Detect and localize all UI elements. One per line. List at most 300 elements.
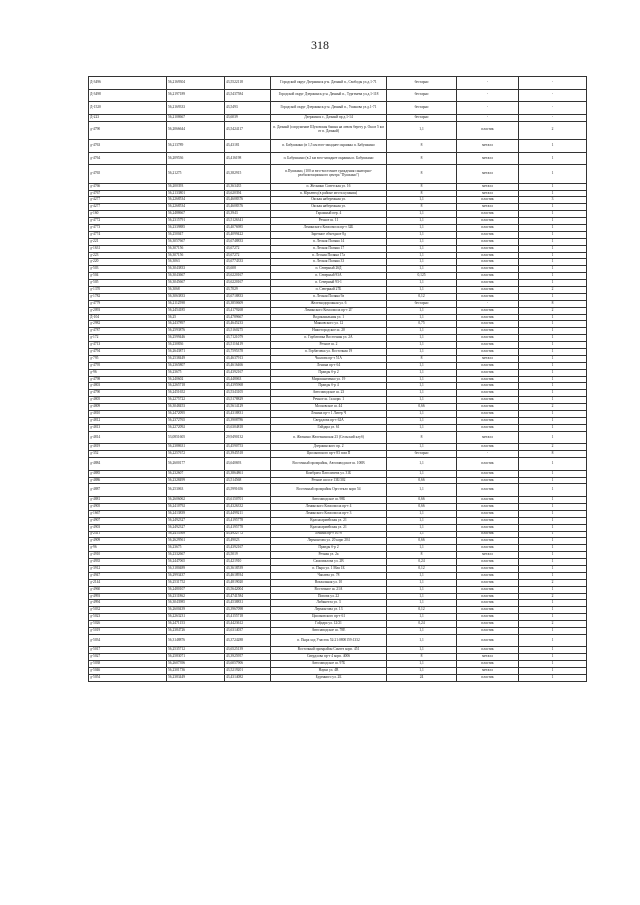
cell-site-id: д-5026 — [89, 621, 167, 628]
cell-longitude: 43,4645233 — [225, 321, 271, 328]
cell-latitude: 56,2197189 — [167, 89, 225, 102]
cell-latitude: 56,23675 — [167, 369, 225, 376]
cell-address: Маяковского ул. 12 — [271, 321, 387, 328]
cell-latitude: 56,2593876 — [167, 328, 225, 335]
cell-latitude: 56,2472095 — [167, 411, 225, 418]
cell-container-count: 1 — [519, 572, 587, 579]
table-row — [89, 503, 587, 510]
table-row — [89, 654, 587, 661]
cell-material: пластик — [457, 307, 519, 314]
cell-address: Ленина пр-т 1 Литер Ч — [271, 411, 387, 418]
cell-site-id: д-4803 — [89, 383, 167, 390]
cell-latitude: 56,253063 — [167, 484, 225, 497]
cell-address: Речное ш. 2 — [271, 342, 387, 349]
cell-latitude: 56,2268534 — [167, 197, 225, 204]
cell-container-volume: 1,1 — [387, 484, 457, 497]
table-row — [89, 140, 587, 153]
cell-latitude: 56,3057667 — [167, 238, 225, 245]
cell-latitude: 56,2480107 — [167, 586, 225, 593]
table-row — [89, 342, 587, 349]
cell-material: металл — [457, 140, 519, 153]
cell-address: п. Желнино Советская ул. 16 — [271, 183, 387, 190]
cell-latitude: 56,2643871 — [167, 349, 225, 356]
cell-latitude: 56,2538449 — [167, 355, 225, 362]
cell-material: - — [457, 300, 519, 307]
cell-container-volume: 0,66 — [387, 497, 457, 504]
table-row — [89, 404, 587, 411]
cell-longitude: 43,5614129 — [225, 404, 271, 411]
cell-material: пластик — [457, 661, 519, 668]
cell-container-volume: 1,1 — [387, 197, 457, 204]
cell-address: Речная ул. 2а — [271, 552, 387, 559]
cell-material: - — [457, 102, 519, 115]
cell-site-id: д-5017 — [89, 647, 167, 654]
cell-container-count: 3 — [519, 197, 587, 204]
cell-latitude: 56,2265718 — [167, 383, 225, 390]
cell-latitude: 56,2169333 — [167, 102, 225, 115]
cell-container-count: 1 — [519, 152, 587, 165]
cell-latitude: 56,2268534 — [167, 204, 225, 211]
cell-site-id: д-2982 — [89, 321, 167, 328]
table-row — [89, 328, 587, 335]
registry-table — [88, 76, 587, 682]
table-row — [89, 259, 587, 266]
cell-latitude: 56,2066644 — [167, 121, 225, 139]
cell-latitude: 56,2451652 — [167, 390, 225, 397]
cell-longitude: 43,5493 — [225, 102, 271, 115]
table-row — [89, 417, 587, 424]
cell-material: пластик — [457, 321, 519, 328]
cell-container-volume: 1,1 — [387, 524, 457, 531]
cell-container-volume: 1,1 — [387, 545, 457, 552]
cell-site-id: д-4798 — [89, 376, 167, 383]
cell-material: пластик — [457, 484, 519, 497]
cell-site-id: д-4794 — [89, 349, 167, 356]
cell-site-id: д-4994 — [89, 600, 167, 607]
table-row — [89, 559, 587, 566]
cell-container-count: 1 — [519, 204, 587, 211]
cell-longitude: 43,4392167 — [225, 369, 271, 376]
cell-container-count: 1 — [519, 190, 587, 197]
cell-site-id: Д-1520 — [89, 102, 167, 115]
table-row — [89, 510, 587, 517]
cell-latitude: 56,21275 — [167, 165, 225, 183]
cell-container-volume: 1,1 — [387, 314, 457, 321]
cell-material: пластик — [457, 444, 519, 451]
table-row — [89, 524, 587, 531]
cell-address: Окская набережная ул. — [271, 197, 387, 204]
cell-site-id: д-1667 — [89, 510, 167, 517]
cell-material: пластик — [457, 314, 519, 321]
cell-container-count: 1 — [519, 510, 587, 517]
table-row — [89, 517, 587, 524]
cell-address: п. Пыра ул. 1 Мая 1Б — [271, 565, 387, 572]
cell-longitude: 43,67272 — [225, 252, 271, 259]
cell-address: п. Северный 27Б — [271, 287, 387, 294]
cell-site-id: д-172 — [89, 335, 167, 342]
cell-latitude: 56,23675 — [167, 545, 225, 552]
cell-latitude: 56,307156 — [167, 245, 225, 252]
table-row — [89, 238, 587, 245]
table-row — [89, 183, 587, 190]
cell-site-id: Д-3496 — [89, 77, 167, 90]
cell-longitude: 43,67272 — [225, 245, 271, 252]
table-row — [89, 451, 587, 458]
cell-container-volume: 8 — [387, 190, 457, 197]
cell-material: пластик — [457, 280, 519, 287]
cell-material: пластик — [457, 362, 519, 369]
cell-latitude: 56,2112598 — [167, 300, 225, 307]
cell-latitude: 56,3063833 — [167, 293, 225, 300]
table-row — [89, 390, 587, 397]
cell-address: Ленина пр-т 64 — [271, 362, 387, 369]
cell-container-count: 1 — [519, 165, 587, 183]
cell-container-volume: 0,24 — [387, 559, 457, 566]
cell-container-count: 1 — [519, 369, 587, 376]
table-row — [89, 224, 587, 231]
cell-container-count: 1 — [519, 470, 587, 477]
cell-longitude: 43,3925957 — [225, 654, 271, 661]
cell-longitude: 43,6304818 — [225, 424, 271, 431]
cell-container-count: 1 — [519, 431, 587, 444]
cell-longitude: 43,6220167 — [225, 273, 271, 280]
cell-material: пластик — [457, 497, 519, 504]
cell-longitude: 43,3945518 — [225, 451, 271, 458]
table-row — [89, 600, 587, 607]
cell-material: пластик — [457, 252, 519, 259]
cell-longitude: 43,3618539 — [225, 565, 271, 572]
cell-latitude: 56,2365807 — [167, 362, 225, 369]
cell-latitude: 56,2437897 — [167, 321, 225, 328]
cell-latitude: 56,2471153 — [167, 621, 225, 628]
cell-address: Циолковского пр-т 61 — [271, 614, 387, 621]
table-row — [89, 266, 587, 273]
cell-material: пластик — [457, 411, 519, 418]
cell-container-volume: 8 — [387, 552, 457, 559]
cell-container-volume: 1,1 — [387, 417, 457, 424]
cell-container-count: - — [519, 77, 587, 90]
cell-latitude: 56,2531752 — [167, 579, 225, 586]
cell-container-volume: 1,1 — [387, 647, 457, 654]
cell-latitude: 56,2492327 — [167, 524, 225, 531]
cell-container-volume: 8 — [387, 183, 457, 190]
cell-longitude: 43,4195778 — [225, 517, 271, 524]
cell-latitude: 56,240602 — [167, 376, 225, 383]
cell-container-count: 1 — [519, 417, 587, 424]
cell-latitude: 56,2415569 — [167, 531, 225, 538]
cell-longitude: 29,9490132 — [225, 431, 271, 444]
cell-longitude: 43,7029 — [225, 287, 271, 294]
cell-address: Автозаводское ш. 78Е — [271, 627, 387, 634]
cell-address: п. Лесная Поляна 14 — [271, 238, 387, 245]
cell-material: металл — [457, 431, 519, 444]
cell-address: п. Горбатовка ул. Восточная 19 — [271, 349, 387, 356]
table-row — [89, 621, 587, 628]
cell-latitude: 56,2410792 — [167, 503, 225, 510]
cell-address: п. Лесная Поляна 9а — [271, 293, 387, 300]
cell-latitude: 56,2133801 — [167, 190, 225, 197]
cell-latitude: 56,2599446 — [167, 335, 225, 342]
cell-container-volume: 1,1 — [387, 369, 457, 376]
cell-longitude: 43,43181 — [225, 140, 271, 153]
table-row — [89, 369, 587, 376]
cell-material: металл — [457, 190, 519, 197]
cell-container-volume: 1,1 — [387, 335, 457, 342]
cell-container-count: 1 — [519, 524, 587, 531]
cell-material: пластик — [457, 197, 519, 204]
cell-container-count: 2 — [519, 621, 587, 628]
table-row — [89, 355, 587, 362]
cell-latitude: 56,2388631 — [167, 444, 225, 451]
cell-latitude: 56,250047 — [167, 231, 225, 238]
cell-latitude: 56,307156 — [167, 252, 225, 259]
cell-site-id: д-2093 — [89, 307, 167, 314]
cell-container-count: 1 — [519, 321, 587, 328]
cell-container-volume: 8 — [387, 431, 457, 444]
cell-site-id: д-4809 — [89, 404, 167, 411]
cell-latitude: 56,2315791 — [167, 218, 225, 225]
cell-address: Восточное ш. 21А — [271, 586, 387, 593]
cell-material: пластик — [457, 477, 519, 484]
cell-address: Красноармейская ул. 21 — [271, 517, 387, 524]
table-row — [89, 411, 587, 418]
cell-container-volume: 1,1 — [387, 627, 457, 634]
cell-longitude: 43,5116419 — [225, 342, 271, 349]
table-row — [89, 165, 587, 183]
cell-material: пластик — [457, 293, 519, 300]
table-row — [89, 231, 587, 238]
cell-site-id: д-4813 — [89, 424, 167, 431]
cell-container-count: 1 — [519, 458, 587, 471]
cell-material: пластик — [457, 600, 519, 607]
cell-longitude: 43,3943 — [225, 211, 271, 218]
cell-container-count: 1 — [519, 397, 587, 404]
table-row — [89, 607, 587, 614]
table-row — [89, 647, 587, 654]
cell-longitude: 43,4314082 — [225, 675, 271, 682]
cell-container-count: 1 — [519, 497, 587, 504]
cell-site-id: д-5027 — [89, 654, 167, 661]
cell-address: п. Северный 26Д — [271, 266, 387, 273]
cell-container-count: 1 — [519, 183, 587, 190]
cell-site-id: д-5023 — [89, 614, 167, 621]
cell-site-id: д-2411 — [89, 531, 167, 538]
cell-material: пластик — [457, 675, 519, 682]
cell-longitude: 43,6150701 — [225, 497, 271, 504]
cell-longitude: 43,620394 — [225, 190, 271, 197]
cell-container-volume: 1,1 — [387, 517, 457, 524]
cell-address: Циолковского пр-т 83 пом П — [271, 451, 387, 458]
cell-material: пластик — [457, 424, 519, 431]
cell-longitude: 43,4076985 — [225, 224, 271, 231]
cell-address: Речное шоссе 13Б/302 — [271, 477, 387, 484]
table-row — [89, 197, 587, 204]
cell-material: металл — [457, 204, 519, 211]
cell-site-id: д-160 — [89, 211, 167, 218]
cell-material: пластик — [457, 531, 519, 538]
cell-site-id: д-4765 — [89, 165, 167, 183]
cell-longitude: 43,4195778 — [225, 524, 271, 531]
cell-container-volume: 8 — [387, 152, 457, 165]
cell-longitude: 43,4819020 — [225, 579, 271, 586]
cell-latitude: 56,2535712 — [167, 647, 225, 654]
cell-container-count: 1 — [519, 411, 587, 418]
cell-site-id: д-221 — [89, 238, 167, 245]
cell-address: Красноармейская ул. 21 — [271, 524, 387, 531]
cell-container-volume: 0,125 — [387, 273, 457, 280]
cell-container-volume: 1,1 — [387, 287, 457, 294]
cell-site-id: д-4767 — [89, 190, 167, 197]
table-row — [89, 668, 587, 675]
cell-container-volume: бестарно — [387, 451, 457, 458]
table-row — [89, 335, 587, 342]
cell-site-id: д-505 — [89, 280, 167, 287]
cell-longitude: 43,6525139 — [225, 647, 271, 654]
cell-latitude: 56,2272092 — [167, 424, 225, 431]
cell-material: пластик — [457, 404, 519, 411]
cell-longitude: 43,4741584 — [225, 593, 271, 600]
table-row — [89, 477, 587, 484]
cell-site-id: д-795 — [89, 355, 167, 362]
cell-latitude: 56,3043667 — [167, 273, 225, 280]
registry-table-body — [89, 77, 587, 682]
table-row — [89, 424, 587, 431]
cell-site-id: д-4764 — [89, 152, 167, 165]
cell-latitude: 56,200393 — [167, 183, 225, 190]
cell-longitude: 43,3850609 — [225, 300, 271, 307]
table-row — [89, 349, 587, 356]
cell-material: пластик — [457, 579, 519, 586]
cell-site-id: д-4779 — [89, 300, 167, 307]
cell-site-id: д-4947 — [89, 572, 167, 579]
cell-longitude: 43,4616466 — [225, 362, 271, 369]
cell-material: пластик — [457, 586, 519, 593]
cell-site-id: д-2144 — [89, 579, 167, 586]
cell-container-count: 1 — [519, 424, 587, 431]
cell-address: п. Северный 93-1 — [271, 280, 387, 287]
cell-material: - — [457, 114, 519, 121]
cell-latitude: 56,2169304 — [167, 77, 225, 90]
cell-container-count: 1 — [519, 552, 587, 559]
cell-material: пластик — [457, 390, 519, 397]
cell-address: п. Дачный (сооружение Шуховская башня на левом берегу р. Ока в 5 км от п. Дачный) — [271, 121, 387, 139]
cell-latitude: 56,25 — [167, 314, 225, 321]
cell-container-count: 1 — [519, 231, 587, 238]
cell-longitude: 43,5437584 — [225, 89, 271, 102]
cell-site-id: д-4993 — [89, 593, 167, 600]
cell-site-id: д-4795 — [89, 362, 167, 369]
cell-address: Либкнехта ул. 3 — [271, 600, 387, 607]
cell-longitude: 43,382915 — [225, 165, 271, 183]
cell-address: Лермонтова ул. 20 корп 204 — [271, 538, 387, 545]
cell-longitude: 43,363435 — [225, 183, 271, 190]
cell-container-volume: 1,1 — [387, 586, 457, 593]
cell-latitude: 56,2606062 — [167, 497, 225, 504]
cell-material: пластик — [457, 470, 519, 477]
cell-site-id: д-503 — [89, 266, 167, 273]
cell-latitude: 56,3148876 — [167, 634, 225, 647]
cell-address: п.Пушкино, (100 м юго-восточнее граждения санаторно-реабилитационного центра "Пушкино") — [271, 165, 387, 183]
cell-site-id: д-4773 — [89, 224, 167, 231]
cell-material: металл — [457, 183, 519, 190]
cell-site-id: д-4960 — [89, 586, 167, 593]
cell-site-id: д-4277 — [89, 204, 167, 211]
cell-address: Речное ш. 11 — [271, 218, 387, 225]
cell-address: п. Желнино Железнинская 23 (Сельский клуб) — [271, 431, 387, 444]
cell-material: пластик — [457, 259, 519, 266]
cell-container-count: 1 — [519, 627, 587, 634]
cell-container-count: 2 — [519, 307, 587, 314]
cell-address: Водоканальная ул. 1 — [271, 314, 387, 321]
cell-container-volume: 8 — [387, 140, 457, 153]
cell-container-count: 1 — [519, 634, 587, 647]
cell-latitude: 56,2328499 — [167, 477, 225, 484]
cell-latitude: 53,0851605 — [167, 431, 225, 444]
table-row — [89, 307, 587, 314]
cell-container-volume: 1,1 — [387, 266, 457, 273]
cell-address: Правды б-р 2 — [271, 545, 387, 552]
cell-container-count: 1 — [519, 314, 587, 321]
cell-container-count: 1 — [519, 586, 587, 593]
table-row — [89, 538, 587, 545]
cell-address: Ленинского Комсомола пр-т 3 — [271, 510, 387, 517]
table-row — [89, 470, 587, 477]
cell-latitude: 56,2263231 — [167, 614, 225, 621]
table-row — [89, 152, 587, 165]
cell-container-count: - — [519, 89, 587, 102]
cell-site-id: Д-223 — [89, 114, 167, 121]
cell-container-count: 1 — [519, 280, 587, 287]
cell-material: пластик — [457, 397, 519, 404]
cell-container-count: 1 — [519, 668, 587, 675]
cell-material: металл — [457, 152, 519, 165]
cell-latitude: 56,2311862 — [167, 593, 225, 600]
cell-site-id: д-4881 — [89, 497, 167, 504]
cell-latitude: 56,2332667 — [167, 552, 225, 559]
cell-container-volume: 8 — [387, 654, 457, 661]
cell-longitude: 43,3864861 — [225, 470, 271, 477]
cell-longitude: 43,7121079 — [225, 335, 271, 342]
cell-material: пластик — [457, 565, 519, 572]
cell-material: пластик — [457, 224, 519, 231]
cell-address: Науки ул. 4В — [271, 668, 387, 675]
cell-site-id: д-4935 — [89, 559, 167, 566]
cell-address: Заречное объездное 8д — [271, 231, 387, 238]
cell-container-count: 1 — [519, 607, 587, 614]
cell-longitude: 43,4392167 — [225, 545, 271, 552]
cell-address: Автозаводское ш. 98Б — [271, 497, 387, 504]
cell-latitude: 56,2600177 — [167, 458, 225, 471]
cell-container-volume: 1,1 — [387, 579, 457, 586]
table-row — [89, 204, 587, 211]
cell-address: Комбрига Патоличева ул. 31Б — [271, 470, 387, 477]
cell-address: Городской округ Дзержинск р-н. Дачный п., Тургенева ул.д.1-118 — [271, 89, 387, 102]
cell-material: пластик — [457, 517, 519, 524]
cell-longitude: 43,4155718 — [225, 614, 271, 621]
cell-material: пластик — [457, 572, 519, 579]
cell-container-count: 1 — [519, 266, 587, 273]
cell-container-volume: 0,66 — [387, 538, 457, 545]
cell-site-id: д-4763 — [89, 140, 167, 153]
cell-container-volume: 1,1 — [387, 458, 457, 471]
cell-container-volume: 0,12 — [387, 607, 457, 614]
cell-site-id: Д-104 — [89, 314, 167, 321]
cell-longitude: 43,5219201 — [225, 668, 271, 675]
cell-material: пластик — [457, 510, 519, 517]
cell-longitude: 43,4099422 — [225, 231, 271, 238]
cell-container-count: 1 — [519, 517, 587, 524]
cell-latitude: 56,2301736 — [167, 668, 225, 675]
